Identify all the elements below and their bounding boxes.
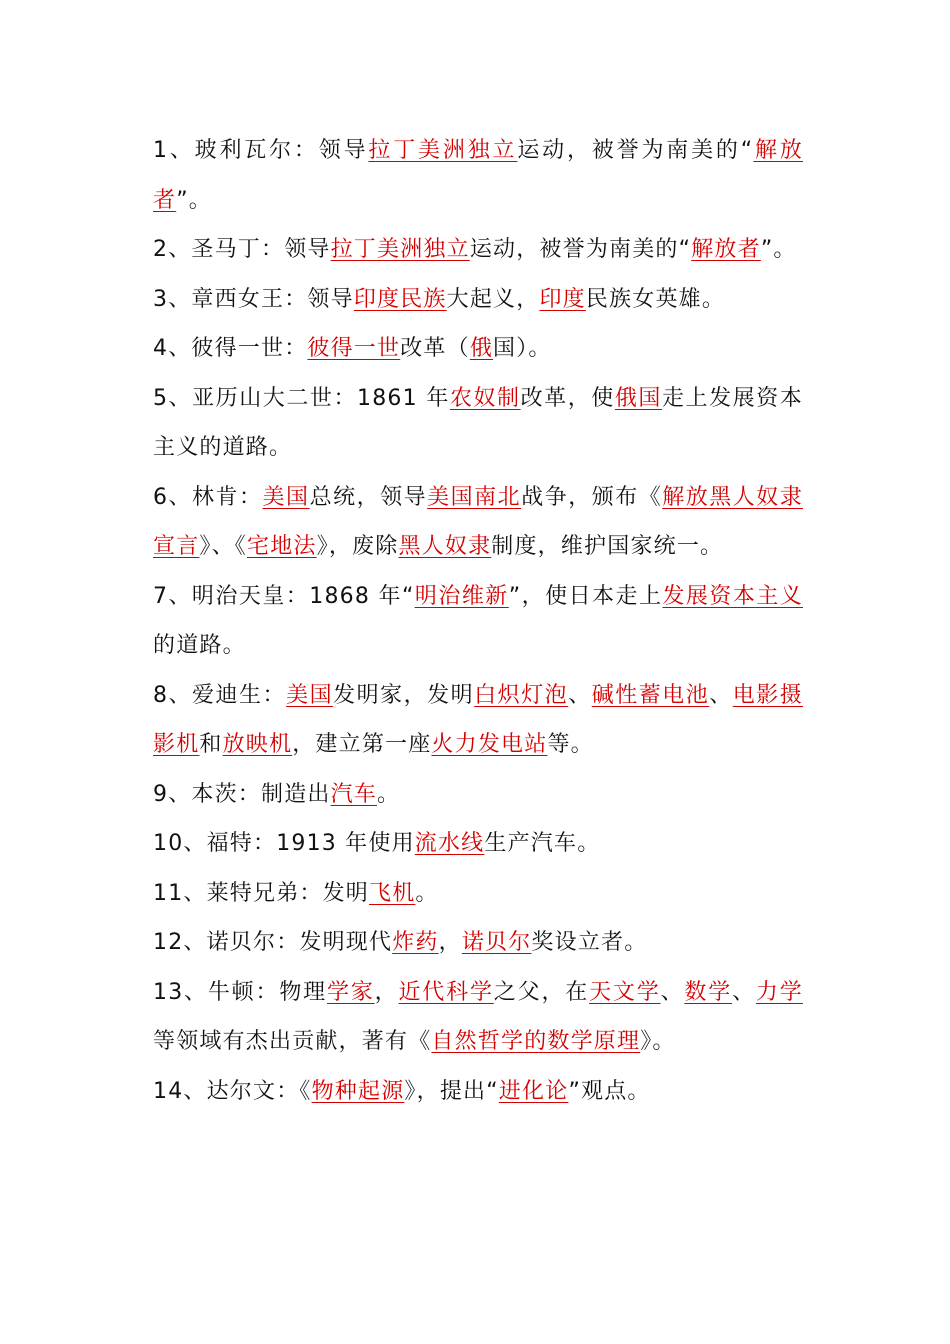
list-item [153, 770, 803, 820]
answer-highlight: 发展资本主义 [662, 583, 803, 609]
document-body [153, 126, 803, 1116]
item-text: 14、达尔文：《 [153, 1078, 312, 1104]
item-text: ”。 [760, 237, 797, 262]
item-text: 大起义， [446, 286, 540, 312]
answer-highlight: 彼得一世 [307, 336, 401, 361]
answer-highlight: 流水线 [414, 831, 485, 856]
item-text: 》，提出“ [404, 1078, 499, 1104]
item-text: 13、牛顿：物理 [153, 979, 327, 1005]
answer-highlight: 明治维新 [414, 583, 509, 609]
answer-highlight: 炸药 [392, 930, 439, 955]
item-text: 发明家，发明 [333, 682, 475, 708]
item-text: 总统，领导 [309, 484, 428, 510]
answer-highlight: 学家 [327, 979, 375, 1005]
item-text: 等。 [547, 732, 594, 757]
answer-highlight: 物种起源 [311, 1078, 405, 1104]
item-text: 、 [660, 979, 685, 1005]
answer-highlight: 解放者 [691, 237, 761, 262]
answer-highlight: 天文学 [589, 979, 661, 1005]
item-text: ， [438, 930, 462, 955]
answer-highlight: 数学 [684, 979, 733, 1005]
item-text: 运动，被誉为南美的“ [517, 138, 754, 163]
item-text: 4、彼得一世： [153, 336, 308, 361]
item-text: 制度，维护国家统一。 [491, 534, 724, 559]
answer-highlight: 美国 [286, 682, 334, 708]
answer-highlight: 俄 [469, 336, 494, 361]
answer-highlight: 火力发电站 [431, 732, 548, 757]
item-text: 等领域有杰出贡献，著有《 [153, 1029, 432, 1054]
answer-highlight: 拉丁美洲独立 [330, 237, 470, 262]
item-text: 7、明治天皇：1868 年“ [153, 583, 415, 609]
item-text: 、 [709, 682, 733, 708]
answer-highlight: 宅地法 [247, 534, 317, 559]
list-item [153, 275, 803, 325]
item-text: 的道路。 [153, 633, 246, 658]
item-text: 8、爱迪生： [153, 682, 287, 708]
answer-highlight: 俄国 [614, 385, 662, 411]
item-text: 2、圣马丁：领导 [153, 237, 331, 262]
answer-highlight: 碱性蓄电池 [591, 682, 710, 708]
answer-highlight: 黑人奴隶 [398, 534, 492, 559]
item-text: 奖设立者。 [531, 930, 648, 955]
item-text: 11、莱特兄弟：发明 [153, 880, 369, 906]
list-item [153, 918, 803, 968]
item-text: 6、林肯： [153, 484, 263, 510]
item-text: 10、福特：1913 年使用 [153, 831, 415, 856]
answer-highlight: 自然哲学的数学原理 [431, 1029, 641, 1054]
item-text: 之父，在 [493, 979, 590, 1005]
answer-highlight: 拉丁美洲独立 [368, 138, 518, 163]
answer-highlight: 白炽灯泡 [474, 682, 569, 708]
answer-highlight: 解放者 [153, 138, 803, 213]
answer-highlight: 解放黑人奴隶宣言 [153, 484, 803, 559]
item-text: 和 [199, 732, 223, 757]
item-text: ，建立第一座 [292, 732, 432, 757]
answer-highlight: 进化论 [498, 1078, 569, 1104]
list-item [153, 572, 803, 671]
item-text: ， [374, 979, 399, 1005]
list-item [153, 374, 803, 473]
list-item [153, 225, 803, 275]
list-item [153, 819, 803, 869]
item-text: 民族女英雄。 [585, 286, 726, 312]
item-text: ”，使日本走上 [508, 583, 663, 609]
answer-highlight: 美国南北 [427, 484, 522, 510]
answer-highlight: 飞机 [369, 880, 416, 906]
item-text: 12、诺贝尔：发明现代 [153, 930, 393, 955]
list-item [153, 968, 803, 1067]
item-text: 走上发展资本主义的道路。 [153, 385, 803, 460]
item-text: 生产汽车。 [484, 831, 601, 856]
answer-highlight: 美国 [262, 484, 310, 510]
answer-highlight: 放映机 [222, 732, 293, 757]
item-text: 》，废除 [316, 534, 399, 559]
list-item [153, 1067, 803, 1117]
answer-highlight: 近代科学 [398, 979, 494, 1005]
list-item [153, 473, 803, 572]
item-text: 改革（ [400, 336, 470, 361]
item-text: ”。 [176, 187, 213, 213]
item-text: 、 [732, 979, 756, 1005]
answer-highlight: 印度民族 [353, 286, 447, 312]
answer-highlight: 电影摄影机 [153, 682, 803, 757]
item-text: 5、亚历山大二世：1861 年 [153, 385, 450, 411]
list-item [153, 869, 803, 919]
item-text: 9、本茨：制造出 [153, 781, 331, 807]
item-text: 、 [568, 682, 592, 708]
list-item [153, 324, 803, 374]
item-text: 战争，颁布《 [521, 484, 663, 510]
answer-highlight: 诺贝尔 [461, 930, 532, 955]
item-text: 》、《 [199, 534, 248, 559]
list-item [153, 671, 803, 770]
list-item [153, 126, 803, 225]
item-text: 国）。 [493, 336, 552, 361]
item-text: 改革，使 [520, 385, 615, 411]
answer-highlight: 印度 [539, 286, 586, 312]
item-text: ”观点。 [568, 1078, 651, 1104]
item-text: 运动，被誉为南美的“ [469, 237, 692, 262]
item-text: 3、章西女王：领导 [153, 286, 354, 312]
answer-highlight: 农奴制 [449, 385, 521, 411]
item-text: 1、玻利瓦尔：领导 [153, 138, 369, 163]
answer-highlight: 汽车 [330, 781, 378, 807]
answer-highlight: 力学 [755, 979, 803, 1005]
item-text: 》。 [640, 1029, 676, 1054]
item-text: 。 [415, 880, 439, 906]
item-text: 。 [377, 781, 401, 807]
